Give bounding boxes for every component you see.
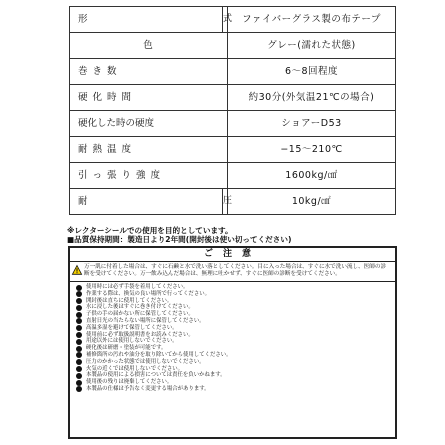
list-item-text: 火気の近くでは使用しないでください。 [86,365,184,372]
list-item [74,318,391,325]
spec-value: グレー(濡れた状態) [228,33,396,59]
list-item-text: 圧力のかかった状態では使用しないでください。 [86,358,205,365]
bullet-icon [76,318,82,324]
list-item-text: 補修箇所の汚れや油分を取り除いてから使用してください。 [86,351,232,358]
bullet-icon [76,359,82,365]
list-item-text: 直射日光の当たらない場所に保管してください。 [86,317,205,324]
spec-label: 色 [70,33,228,59]
spec-label: 巻き数 [70,59,228,85]
caution-list [70,282,395,393]
bullet-icon [76,312,82,318]
spec-table [69,6,396,215]
warning-triangle-icon [72,265,82,275]
spec-value: −15〜210℃ [228,137,396,163]
bullet-icon [76,298,82,304]
spec-row [70,111,396,137]
spec-label: 耐 [70,189,223,215]
spec-row [70,7,396,33]
list-item [74,352,391,359]
list-item-text: 使用後の残りは廃棄してください。 [86,379,173,386]
spec-value: 1600kg/㎠ [228,163,396,189]
spec-value: 6〜8回程度 [228,59,396,85]
spec-label: 耐熱温度 [70,137,228,163]
caution-warning [70,262,395,282]
spec-row [70,59,396,85]
list-item [74,345,391,352]
bullet-icon [76,285,82,291]
list-item-text: 使用時には必ず手袋を着用してください。 [86,284,189,290]
list-item-text: 開封後は直ちに使用してください。 [86,297,173,304]
bullet-icon [76,346,82,352]
spec-row [70,33,396,59]
spec-value: ファイバーグラス製の布テープ [228,7,396,33]
spec-row [70,85,396,111]
spec-label: 引っ張り強度 [70,163,228,189]
list-item-text: 使用前に必ず取扱説明書をお読みください。 [86,331,194,338]
spec-value: 約30分(外気温21℃の場合) [228,85,396,111]
list-item-text: 作業する際は、換気の良い場所で行ってください。 [86,290,210,297]
bullet-icon [76,386,82,392]
caution-warning-text: 万一肌に付着した場合は、すぐに石鹸と水で洗い落としてください。目に入った場合は、すぐに水で洗い流し、医師の診断を受けてください。万一飲み込んだ場合は、無理に吐かせず、すぐに医師の診断を受けてください。 [84,264,387,277]
spec-label-end: 圧 [223,189,228,215]
list-item [74,359,391,366]
caution-title: ご注意 [70,248,395,262]
list-item-text: 水に浸した後はすぐに巻き付けてください。 [86,304,194,311]
bullet-icon [76,373,82,379]
spec-row [70,137,396,163]
note-line: ※レクターシールでの使用を目的としています。 [67,226,233,235]
list-item-text: 硬化後は研磨・塗装が可能です。 [86,345,167,352]
list-item-text: 子供の手の届かない所に保管してください。 [86,311,194,318]
bullet-icon [76,332,82,338]
spec-value: 10kg/㎠ [228,189,396,215]
bullet-icon [76,291,82,297]
notes [67,226,397,244]
caution-box [68,246,397,439]
list-item [74,386,391,393]
bullet-icon [76,366,82,372]
bullet-icon [76,380,82,386]
spec-label: 硬化時間 [70,85,228,111]
list-item [74,379,391,386]
note-line: ■品質保持期間：製造日より2年間(開封後は使い切ってください) [67,235,292,244]
list-item [74,291,391,298]
list-item [74,311,391,318]
spec-value: ショアーD53 [228,111,396,137]
spec-label: 硬化した時の硬度 [70,111,228,137]
list-item [74,284,391,291]
bullet-icon [76,339,82,345]
bullet-icon [76,325,82,331]
list-item-text: 用途以外には使用しないでください。 [86,338,178,345]
bullet-icon [76,352,82,358]
list-item-text: 本製品の使用による損害については責任を負いかねます。 [86,372,226,379]
spec-label-end: 式 [223,7,228,33]
list-item-text: 高温多湿を避けて保管してください。 [86,324,178,331]
list-item [74,325,391,332]
spec-label: 形 [70,7,223,33]
bullet-icon [76,305,82,311]
spec-row [70,189,396,215]
spec-row [70,163,396,189]
list-item-text: 本製品の仕様は予告なく変更する場合があります。 [86,385,210,392]
